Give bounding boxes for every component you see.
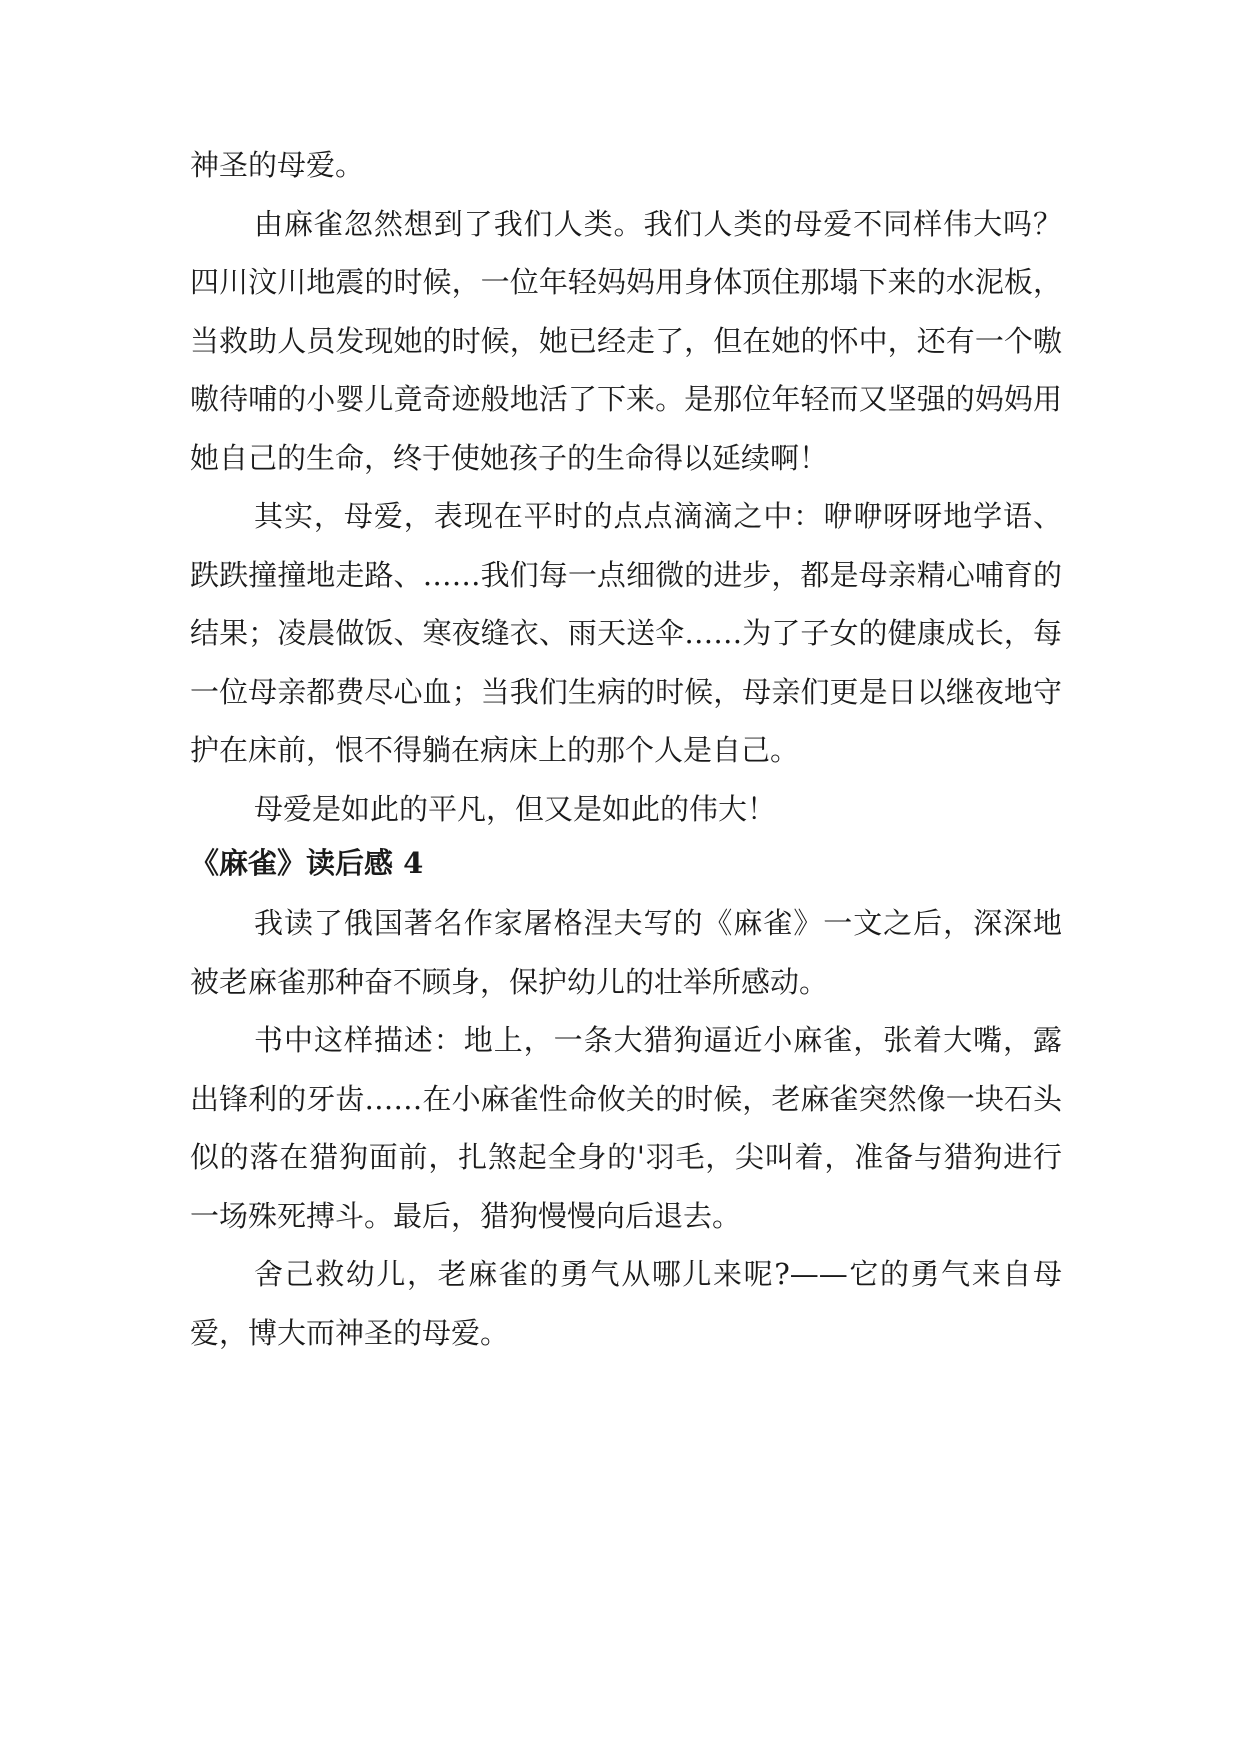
paragraph: 其实，母爱，表现在平时的点点滴滴之中：咿咿呀呀地学语、跌跌撞撞地走路、……我们每一点细微的进步，都是母亲精心哺育的结果；凌晨做饭、寒夜缝衣、雨天送伞……为了子女的健康成长，每一位母亲都费尽心血；当我们生病的时候，母亲们更是日以继夜地守护在床前，恨不得躺在病床上的那个人是自己。	[190, 499, 1062, 767]
paragraph: 书中这样描述：地上，一条大猎狗逼近小麻雀，张着大嘴，露出锋利的牙齿……在小麻雀性命攸关的时候，老麻雀突然像一块石头似的落在猎狗面前，扎煞起全身的'羽毛，尖叫着，准备与猎狗进行一场殊死搏斗。最后，猎狗慢慢向后退去。	[190, 1023, 1062, 1233]
paragraph: 我读了俄国著名作家屠格涅夫写的《麻雀》一文之后，深深地被老麻雀那种奋不顾身，保护幼儿的壮举所感动。	[190, 906, 1062, 999]
paragraph: 母爱是如此的平凡，但又是如此的伟大！	[254, 791, 777, 826]
paragraph: 神圣的母爱。	[190, 148, 365, 182]
paragraph: 由麻雀忽然想到了我们人类。我们人类的母爱不同样伟大吗？四川汶川地震的时候，一位年轻妈妈用身体顶住那塌下来的水泥板，当救助人员发现她的时候，她已经走了，但在她的怀中，还有一个嗷嗷待哺的小婴儿竟奇迹般地活了下来。是那位年轻而又坚强的妈妈用她自己的生命，终于使她孩子的生命得以延续啊！	[190, 206, 1062, 475]
paragraph: 舍己救幼儿，老麻雀的勇气从哪儿来呢?——它的勇气来自母爱，博大而神圣的母爱。	[190, 1257, 1062, 1350]
section-heading: 《麻雀》读后感 4	[190, 846, 424, 880]
document-body	[190, 136, 1062, 1362]
